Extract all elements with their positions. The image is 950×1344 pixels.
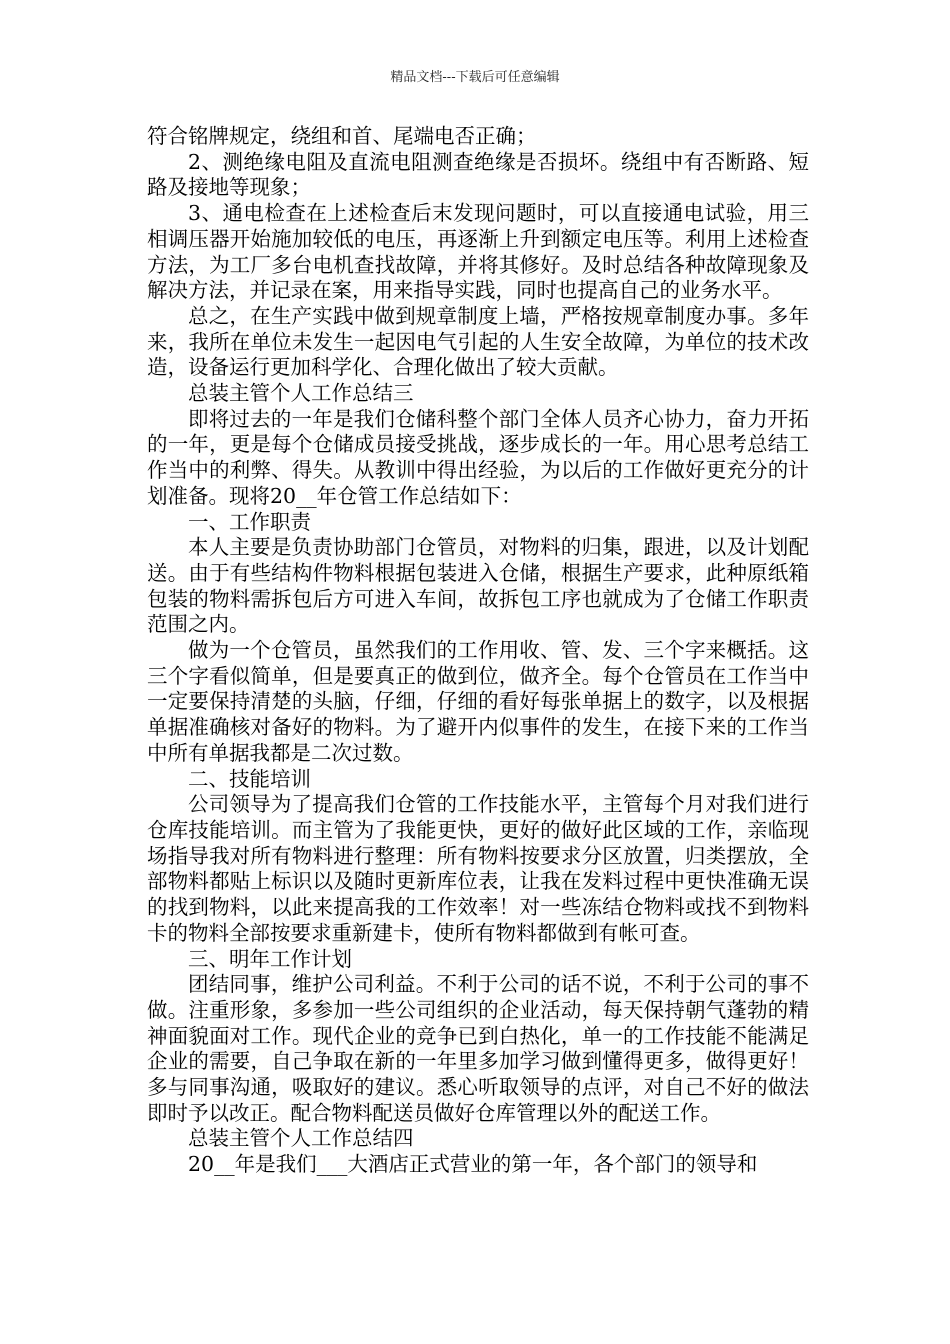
paragraph: 团结同事，维护公司利益。不利于公司的话不说，不利于公司的事不做。注重形象，多参加一些公司组织的企业活动，每天保持朝气蓬勃的精神面貌面对工作。现代企业的竞争已到白热化，单一的工作技能不能满足企业的需要，自己争取在新的一年里多加学习做到懂得更多，做得更好！多与同事沟通，吸取好的建议。悉心听取领导的点评，对自己不好的做法即时予以改正。配合物料配送员做好仓库管理以外的配送工作。: [147, 972, 809, 1125]
paragraph: 本人主要是负责协助部门仓管员，对物料的归集，跟进，以及计划配送。由于有些结构件物料根据包装进入仓储，根据生产要求，此种原纸箱包装的物料需拆包后方可进入车间，故拆包工序也就成为了仓储工作职责范围之内。: [147, 535, 809, 637]
section-heading: 总装主管个人工作总结三: [188, 381, 414, 406]
section-heading: 一、工作职责: [188, 509, 311, 534]
paragraph: 2、测绝缘电阻及直流电阻测查绝缘是否损坏。绕组中有否断路、短路及接地等现象；: [147, 149, 809, 200]
section-heading: 总装主管个人工作总结四: [188, 1126, 414, 1151]
section-heading: 二、技能培训: [188, 766, 311, 791]
section-heading: 三、明年工作计划: [188, 946, 352, 971]
paragraph: 做为一个仓管员，虽然我们的工作用收、管、发、三个字来概括。这三个字看似简单，但是要真正的做到位，做齐全。每个仓管员在工作当中一定要保持清楚的头脑，仔细，仔细的看好每张单据上的数字，以及根据单据准确核对备好的物料。为了避开内似事件的发生，在接下来的工作当中所有单据我都是二次过数。: [147, 638, 809, 765]
paragraph: 符合铭牌规定，绕组和首、尾端电否正确；: [147, 124, 537, 148]
page-header: 精品文档---下载后可任意编辑: [390, 70, 560, 85]
paragraph: 总之，在生产实践中做到规章制度上墙，严格按规章制度办事。多年来，我所在单位未发生一起因电气引起的人生安全故障，为单位的技术改造，设备运行更加科学化、合理化做出了较大贡献。: [147, 303, 809, 380]
paragraph: 即将过去的一年是我们仓储科整个部门全体人员齐心协力，奋力开拓的一年，更是每个仓储成员接受挑战，逐步成长的一年。用心思考总结工作当中的利弊、得失。从教训中得出经验，为以后的工作做好更充分的计划准备。现将20__年仓管工作总结如下：: [147, 406, 809, 508]
paragraph: 3、通电检查在上述检查后末发现问题时，可以直接通电试验，用三相调压器开始施加较低的电压，再逐渐上升到额定电压等。利用上述检查方法，为工厂多台电机查找故障，并将其修好。及时总结各种故障现象及解决方法，并记录在案，用来指导实践，同时也提高自己的业务水平。: [147, 201, 809, 303]
paragraph: 20__年是我们___大酒店正式营业的第一年，各个部门的领导和: [188, 1152, 758, 1177]
document-body: [147, 124, 809, 1178]
paragraph: 公司领导为了提高我们仓管的工作技能水平，主管每个月对我们进行仓库技能培训。而主管为了我能更快，更好的做好此区域的工作，亲临现场指导我对所有物料进行整理：所有物料按要求分区放置，归类摆放，全部物料都贴上标识以及随时更新库位表，让我在发料过程中更快准确无误的找到物料，以此来提高我的工作效率！对一些冻结仓物料或找不到物料卡的物料全部按要求重新建卡，使所有物料都做到有帐可查。: [147, 792, 809, 945]
